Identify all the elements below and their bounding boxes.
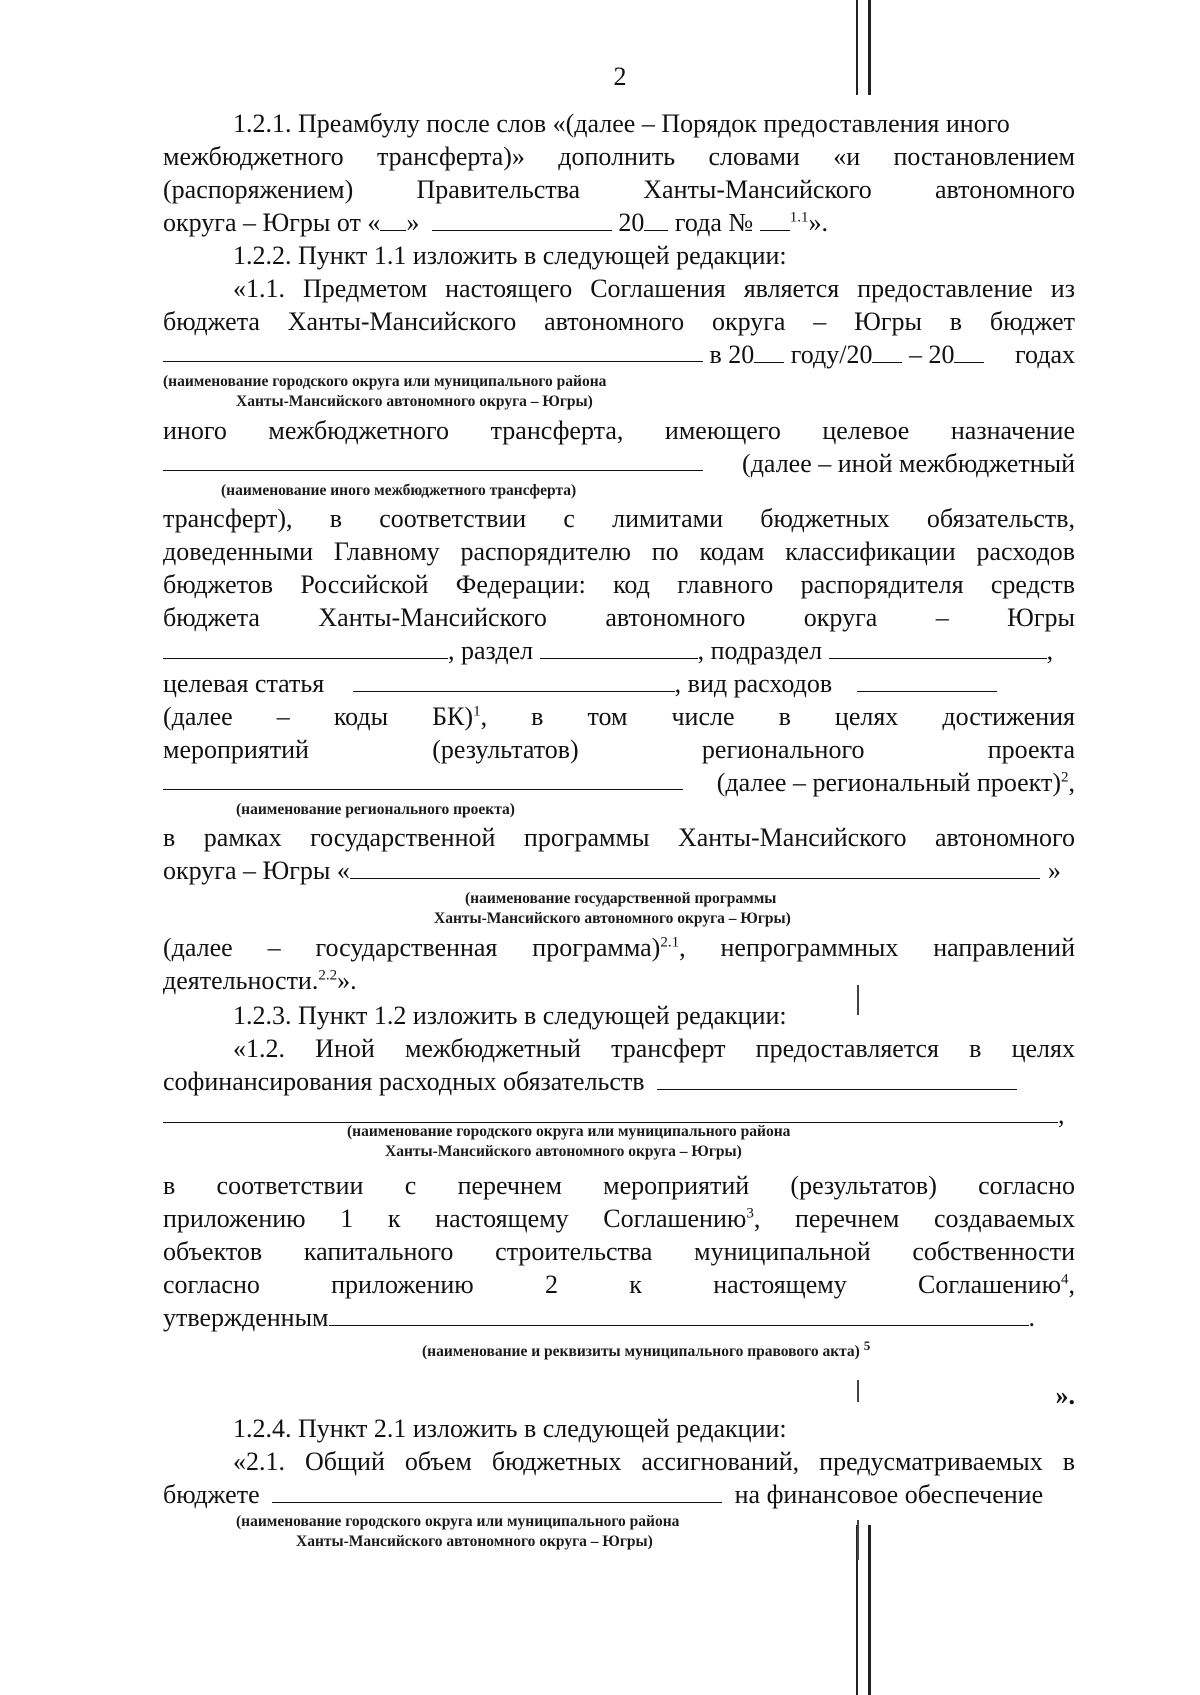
text: утвержденным [163,1303,329,1332]
paragraph-line: 1.2.2. Пункт 1.1 изложить в следующей редакции: [233,241,787,270]
text: , непрограммных направлений [679,933,1076,962]
paragraph-line: иного межбюджетного трансферта, имеющего целевое назначение [163,416,1075,445]
text: » [1047,856,1061,885]
field-caption: (наименование городского округа или муниципального района [163,373,607,390]
page-number: 2 [613,62,627,91]
text: ». [337,966,357,995]
paragraph-line: 1.2.1. Преамбулу после слов «(далее – Порядок предоставления иного [233,109,1010,138]
budget-blank [272,1480,722,1503]
obligations-blank [657,1067,1017,1090]
text: , перечнем создаваемых [753,1204,1075,1233]
field-caption: Ханты-Мансийского автономного округа – Югры) [385,1143,742,1160]
text: округа – Югры « [163,856,350,885]
footnote-ref: 3 [746,1205,754,1222]
text: целевая статья [163,669,325,698]
paragraph-line: бюджета Ханты-Мансийского автономного округа – Югры [163,603,1075,632]
closing-quote: ». [1055,1381,1075,1410]
paragraph-line: «1.2. Иной межбюджетный трансферт предоставляется в целях [233,1034,1075,1063]
section-blank [540,636,698,659]
text: , [1068,768,1075,797]
date-month-blank [432,208,612,231]
text: 20 [618,208,645,237]
year-blank [872,340,902,363]
footnote-ref: 2.2 [318,967,338,984]
paragraph-line [163,1203,1075,1235]
transfer-name-blank [163,448,703,471]
field-caption: (наименование регионального проекта) [236,801,515,818]
text: , [1046,636,1054,665]
text: бюджете [163,1480,260,1509]
number-blank [760,208,790,231]
text: округа – Югры от « [163,208,381,237]
paragraph-line [163,448,1075,480]
field-caption: Ханты-Мансийского автономного округа – Югры) [296,1533,653,1550]
paragraph-line: доведенными Главному распорядителю по кодам классификации расходов [163,537,1075,566]
text: (далее – иной межбюджетный [742,449,1075,478]
recipient-budget-blank [163,339,703,362]
footnote-ref: 1 [473,703,481,720]
year-blank [644,208,668,231]
paragraph-line: межбюджетного трансферта)» дополнить словами «и постановлением [163,142,1075,171]
paragraph-line [163,668,1075,700]
text: (далее – коды БК) [163,702,474,731]
footnote-ref: 1.1 [789,209,809,226]
paragraph-line: мероприятий (результатов) регионального проекта [163,735,1075,764]
paragraph-line [163,1269,1075,1301]
text: года № [674,208,754,237]
date-day-blank [380,208,406,231]
text: , в том числе в целях достижения [480,702,1075,731]
paragraph-line [163,1066,1075,1098]
text: году/20 [790,340,873,369]
field-caption: Ханты-Мансийского автономного округа – Югры) [434,910,791,927]
field-caption: (наименование городского округа или муниципального района [236,1513,680,1530]
paragraph-line: 1.2.3. Пункт 1.2 изложить в следующей редакции: [233,1001,787,1030]
paragraph-line [163,339,1075,371]
text: годах [1014,340,1075,369]
paragraph-line: в соответствии с перечнем мероприятий (результатов) согласно [163,1171,1075,1200]
paragraph-line [163,767,1075,799]
text: (далее – региональный проект) [716,768,1061,797]
paragraph-line: в рамках государственной программы Ханты-Мансийского автономного [163,823,1075,852]
municipality-blank [163,1100,1058,1123]
subsection-blank [829,636,1047,659]
text: согласно приложению 2 к настоящему Соглашению [163,1270,1061,1299]
text: ». [808,208,828,237]
state-program-blank [350,856,1040,879]
gr-code-blank [163,636,448,659]
paragraph-line: «2.1. Общий объем бюджетных ассигнований, предусматриваемых в [233,1447,1075,1476]
expense-type-blank [857,669,997,692]
text: приложению 1 к настоящему Соглашению [163,1204,747,1233]
paragraph-line: «1.1. Предметом настоящего Соглашения является предоставление из [233,274,1075,303]
text: деятельности. [163,966,319,995]
field-caption [422,1337,871,1362]
year-blank [954,340,984,363]
paragraph-line [163,965,1075,997]
text: в 20 [709,340,755,369]
text: , вид расходов [674,669,833,698]
field-caption: (наименование иного межбюджетного трансферта) [221,482,577,499]
text: , [1068,1270,1075,1299]
paragraph-line [163,1479,1075,1511]
paragraph-line: бюджета Ханты-Мансийского автономного округа – Югры в бюджет [163,307,1075,336]
text: – 20 [908,340,955,369]
text: , [1058,1100,1065,1129]
paragraph-line: трансферт), в соответствии с лимитами бюджетных обязательств, [163,504,1075,533]
paragraph-line: (распоряжением) Правительства Ханты-Мансийского автономного [163,175,1075,204]
paragraph-line [163,1302,1075,1334]
paragraph-line: 1.2.4. Пункт 2.1 изложить в следующей редакции: [233,1414,787,1443]
text: , раздел [448,636,534,665]
binding-line-bottom-right [868,1525,871,1695]
legal-act-blank [329,1303,1029,1326]
margin-mark [857,1520,859,1560]
paragraph-line [163,207,1075,239]
text: софинансирования расходных обязательств [163,1067,645,1096]
regional-project-blank [163,767,683,790]
paragraph-line [163,855,1075,887]
footnote-ref: 2.1 [660,934,680,951]
footnote-ref: 5 [863,1337,871,1353]
text: на финансовое обеспечение [734,1480,1044,1509]
target-article-blank [353,669,675,692]
footnote-ref: 2 [1061,769,1069,786]
field-caption: Ханты-Мансийского автономного округа – Югры) [236,393,593,410]
text: (далее – государственная программа) [163,933,661,962]
paragraph-line [163,701,1075,733]
paragraph-line: бюджетов Российской Федерации: код главного распорядителя средств [163,570,1075,599]
text: , подраздел [697,636,823,665]
field-caption: (наименование городского округа или муниципального района [347,1123,791,1140]
text: » [406,208,420,237]
text: (наименование и реквизиты муниципального правового акта) [422,1343,860,1360]
field-caption: (наименование государственной программы [465,890,777,907]
footnote-ref: 4 [1061,1271,1069,1288]
text: . [1028,1303,1036,1332]
paragraph-line [163,932,1075,964]
paragraph-line: объектов капитального строительства муниципальной собственности [163,1237,1075,1266]
year-blank [754,340,784,363]
paragraph-line [163,635,1075,667]
